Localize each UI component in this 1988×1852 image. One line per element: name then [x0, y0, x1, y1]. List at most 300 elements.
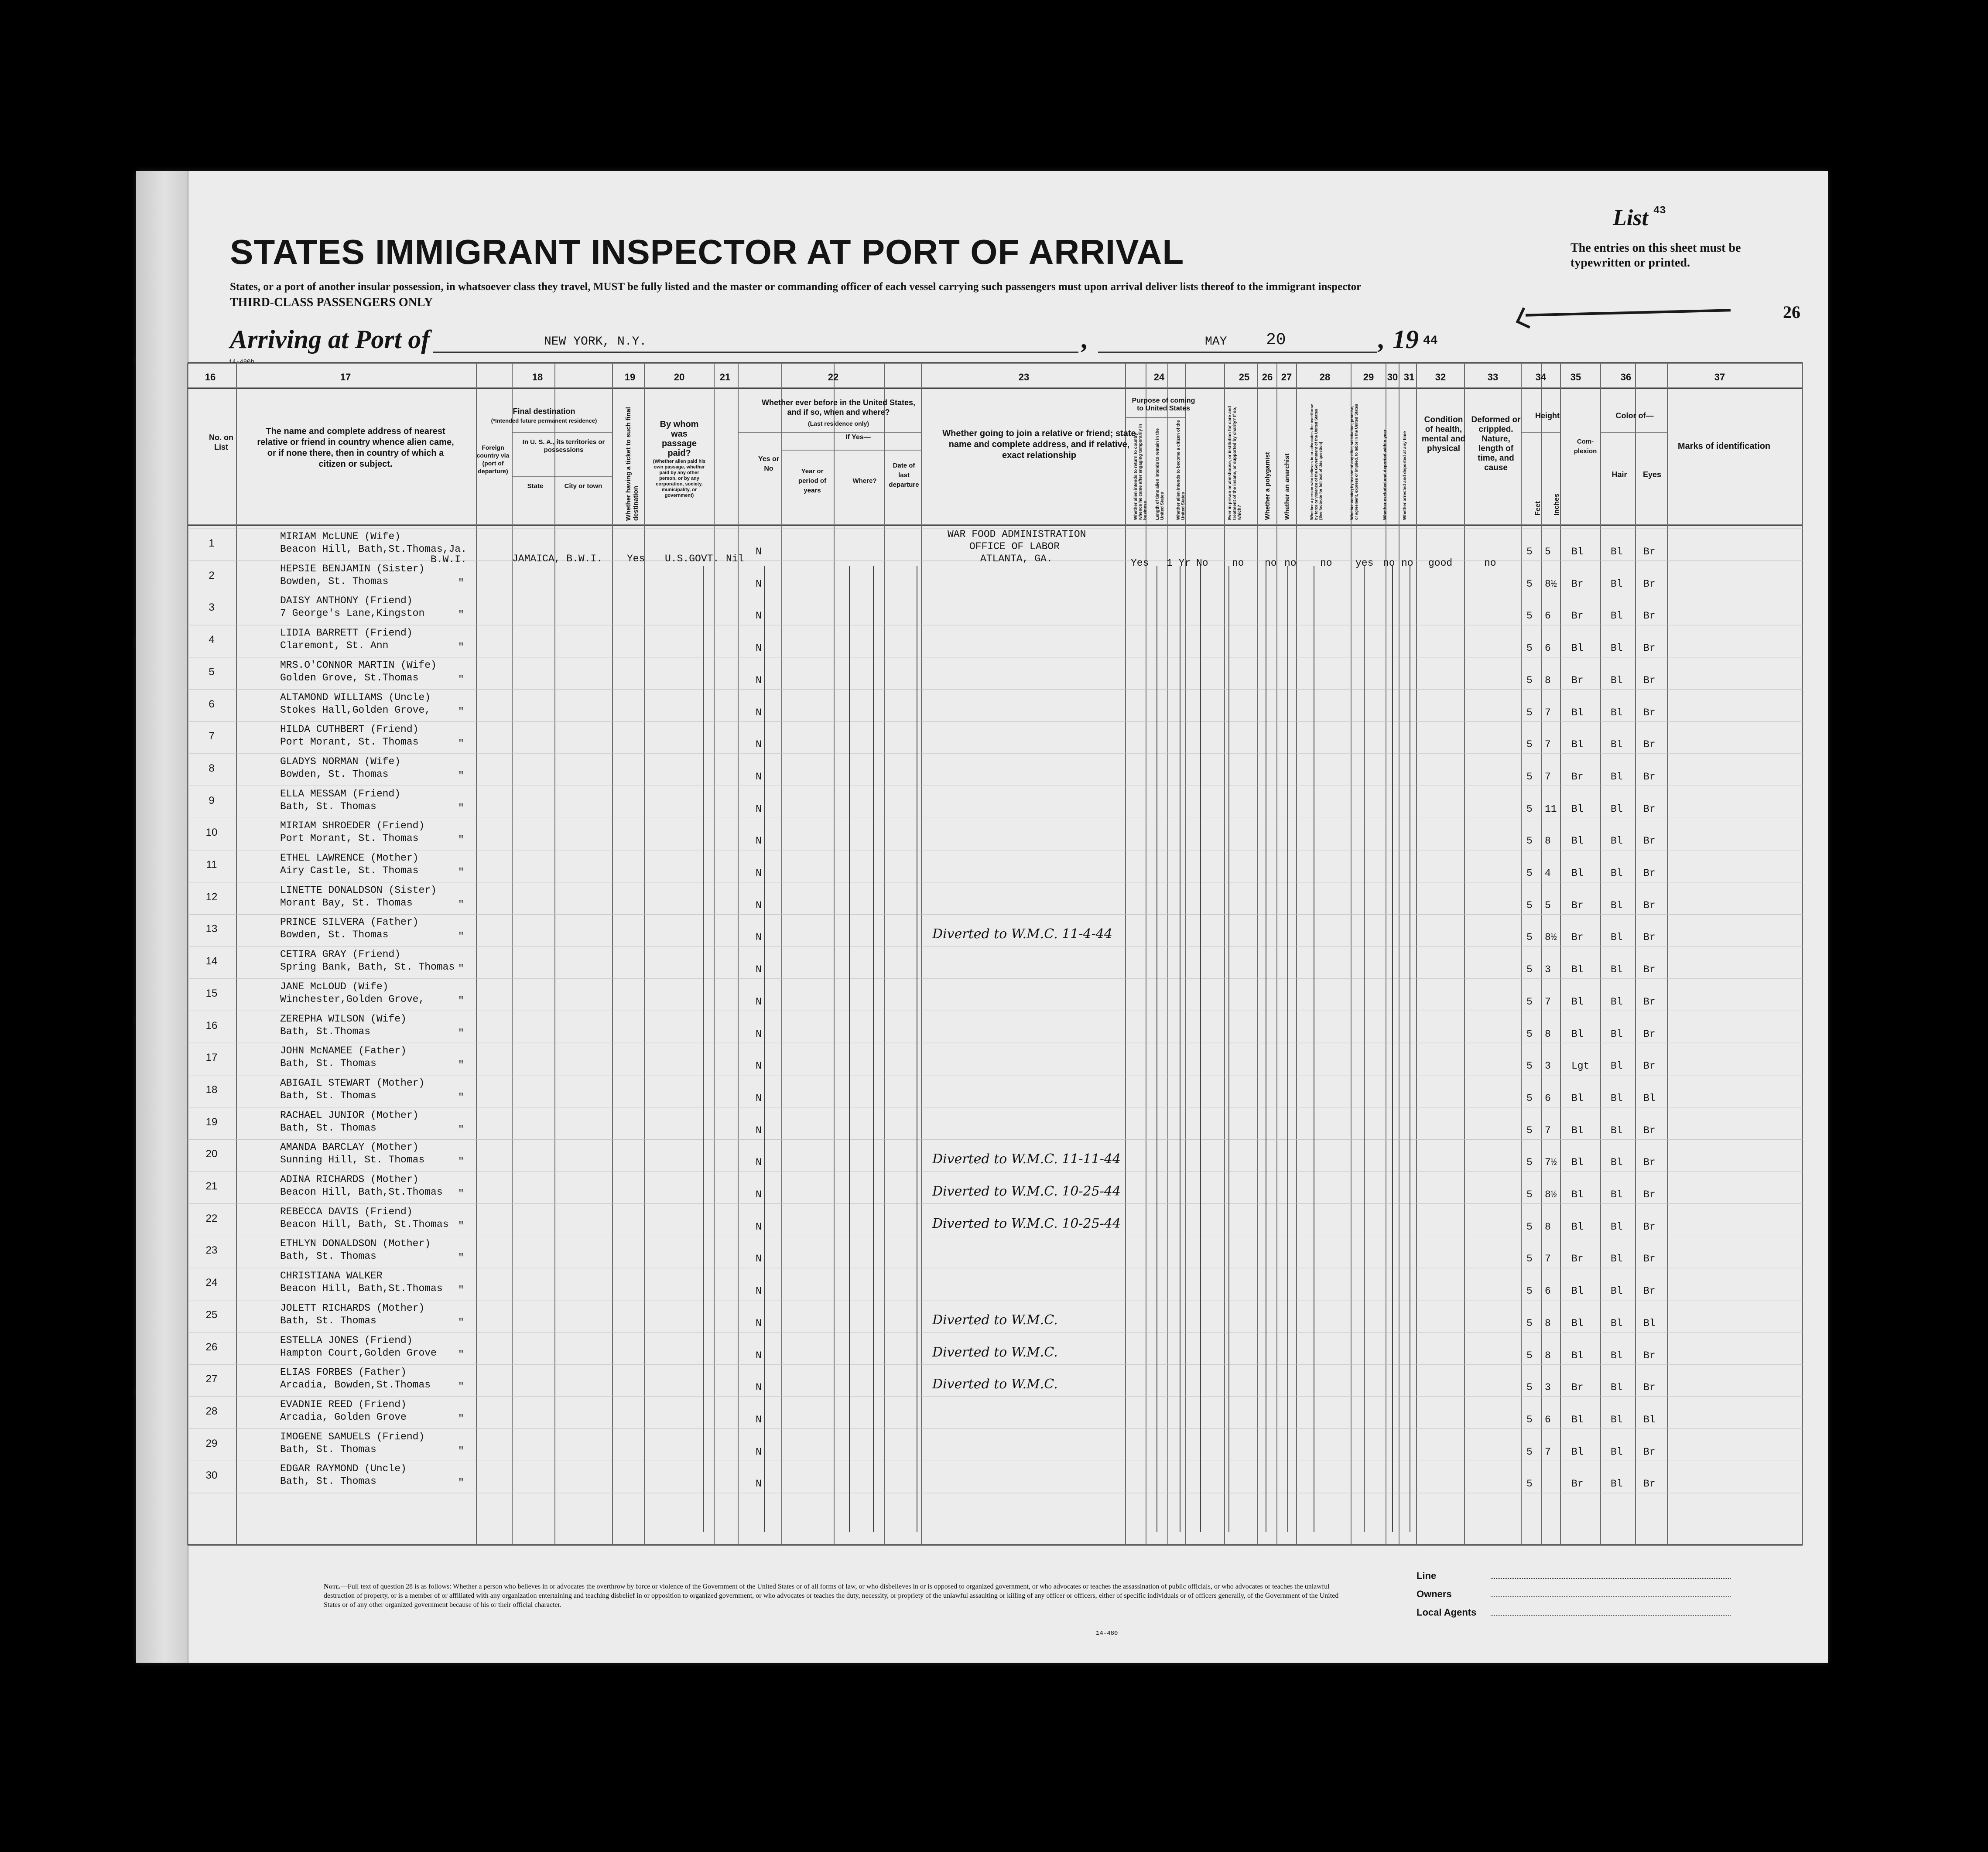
relative-address: Bath, St.Thomas [280, 1025, 371, 1037]
relative-address: Sunning Hill, St. Thomas [280, 1154, 425, 1166]
relative-name: EVADNIE REED (Friend) [280, 1398, 407, 1410]
height-inches: 3 [1545, 964, 1551, 976]
relative-name: MIRIAM McLUNE (Wife) [280, 531, 401, 542]
complexion-value: Bl [1571, 1317, 1584, 1329]
polygamist-value: no [1265, 557, 1277, 569]
relative-name: ELIAS FORBES (Father) [280, 1367, 407, 1378]
eye-color: Br [1643, 899, 1656, 911]
height-feet: 5 [1526, 996, 1533, 1008]
height-feet: 5 [1526, 803, 1533, 815]
instruction-line: States, or a port of another insular possession, in whatsoever class they travel, MUST be fully listed and the master or commanding officer of each vessel carrying such passengers must upon arrival deliver lists thereof to the immigrant inspector [230, 281, 1362, 293]
complexion-value: Bl [1571, 642, 1584, 654]
header-ever-before-sub: (Last residence only) [808, 420, 869, 427]
ever-before-value: N [756, 1478, 762, 1490]
height-inches: 7 [1545, 996, 1551, 1008]
ever-before-value: N [756, 1157, 762, 1169]
height-feet: 5 [1526, 1382, 1533, 1394]
relative-name: RACHAEL JUNIOR (Mother) [280, 1109, 419, 1121]
column-number: 19 [624, 372, 636, 383]
relative-name: REBECCA DAVIS (Friend) [280, 1206, 413, 1217]
eye-color: Br [1643, 674, 1656, 686]
row-number: 17 [205, 1052, 218, 1064]
q31-value: no [1401, 557, 1413, 569]
relative-name: ETHLYN DONALDSON (Mother) [280, 1238, 431, 1250]
hair-color: Bl [1611, 578, 1623, 590]
column-number: 16 [205, 372, 216, 383]
purpose-a-value: Yes [1131, 557, 1149, 569]
header-polygamist: Whether a polygamist [1264, 452, 1271, 520]
height-feet: 5 [1526, 868, 1533, 879]
ditto-mark: " [458, 706, 464, 718]
ever-before-value: N [756, 1189, 762, 1200]
day-value: 20 [1266, 331, 1286, 349]
ever-before-value: N [756, 707, 762, 718]
height-feet: 5 [1526, 932, 1533, 943]
header-relative: The name and complete address of nearest relative or friend in country whence alien came, or if none there, then in country of which a citizen or subject. [257, 427, 454, 469]
eye-color: Br [1643, 1060, 1656, 1072]
hair-color: Bl [1611, 674, 1623, 686]
ever-before-value: N [756, 932, 762, 943]
ditto-mark: " [458, 963, 464, 975]
height-inches: 6 [1545, 1092, 1551, 1104]
complexion-value: Bl [1571, 1092, 1584, 1104]
eye-color: Br [1643, 996, 1656, 1008]
eye-color: Br [1643, 739, 1656, 751]
relative-address: Beacon Hill, Bath,St.Thomas [280, 1186, 443, 1198]
complexion-value: Br [1571, 899, 1584, 911]
eye-color: Br [1643, 771, 1656, 782]
height-feet: 5 [1526, 1285, 1533, 1297]
header-hair: Hair [1612, 470, 1627, 479]
eye-color: Br [1643, 1350, 1656, 1361]
row-number: 16 [205, 1019, 218, 1032]
height-feet: 5 [1526, 899, 1533, 911]
complexion-value: Bl [1571, 996, 1584, 1008]
column-number: 17 [340, 372, 351, 383]
ever-before-value: N [756, 1285, 762, 1297]
complexion-value: Br [1571, 932, 1584, 943]
ditto-mark: " [458, 1477, 464, 1489]
height-inches: 8½ [1545, 578, 1557, 590]
diversion-note: Diverted to W.M.C. [932, 1344, 1058, 1360]
row-number: 24 [205, 1277, 218, 1289]
height-inches: 8 [1545, 1028, 1551, 1040]
form-code-bottom: 14-480 [1096, 1630, 1118, 1637]
header-date-departure: Date of last departure [889, 462, 919, 489]
relative-address: Bath, St. Thomas [280, 1315, 376, 1326]
header-final-destination: Final destination [513, 407, 575, 416]
row-number: 13 [205, 923, 218, 935]
hair-color: Bl [1611, 1285, 1623, 1297]
ditto-mark: " [458, 1124, 464, 1135]
height-inches: 7 [1545, 707, 1551, 718]
relative-address: Bowden, St. Thomas [280, 575, 389, 587]
hair-color: Bl [1611, 1092, 1623, 1104]
header-passage-paid-sub: (Whether alien paid his own passage, whether paid by any other person, or by any corporation, society, municipality, or government) [653, 459, 706, 498]
ever-before-value: N [756, 1060, 762, 1072]
ditto-mark: " [458, 1091, 464, 1103]
header-yes-or-no: Yes or No [758, 455, 780, 472]
height-inches: 6 [1545, 1285, 1551, 1297]
header-deformed: Deformed or crippled. Nature, length of time, and cause [1471, 415, 1521, 472]
relative-address: Beacon Hill, Bath,St.Thomas [280, 1283, 443, 1295]
owners-label: Owners [1417, 1589, 1452, 1599]
ditto-mark: " [458, 1027, 464, 1039]
health-value: good [1428, 557, 1453, 569]
relative-address: 7 George's Lane,Kingston [280, 608, 425, 619]
relative-address: Spring Bank, Bath, St. Thomas [280, 961, 455, 973]
eye-color: Br [1643, 835, 1656, 847]
row-number: 15 [205, 987, 218, 999]
header-state: State [527, 482, 544, 490]
height-inches: 8 [1545, 674, 1551, 686]
ever-before-value: N [756, 1221, 762, 1233]
ever-before-value: N [756, 835, 762, 847]
ever-before-value: N [756, 1124, 762, 1136]
ever-before-value: N [756, 1317, 762, 1329]
row-number: 23 [205, 1244, 218, 1257]
row-number: 22 [205, 1212, 218, 1224]
form-code: 14-480b [229, 359, 254, 366]
relative-name: LINETTE DONALDSON (Sister) [280, 884, 437, 896]
relative-name: DAISY ANTHONY (Friend) [280, 595, 413, 607]
sheet-number: 26 [1783, 302, 1800, 322]
relative-address: Bath, St. Thomas [280, 800, 376, 812]
dotted-line [1491, 1615, 1731, 1616]
header-complexion: Com-plexion [1574, 438, 1597, 455]
header-prison: Ever in prison or almshouse, or institution for care and treatment of the insane, or supported by charity? If so, which? [1228, 406, 1242, 520]
ditto-mark: " [458, 738, 464, 750]
page-title: STATES IMMIGRANT INSPECTOR AT PORT OF ARRIVAL [230, 232, 1184, 271]
header-passage-paid: By whom was passage paid? [660, 420, 699, 458]
relative-address: Bath, St. Thomas [280, 1443, 376, 1455]
hair-color: Bl [1611, 546, 1623, 557]
column-number: 27 [1281, 372, 1292, 383]
complexion-value: Bl [1571, 546, 1584, 557]
header-in-usa: In U. S. A., its territories or possessions [522, 438, 605, 454]
footnote-text: —Full text of question 28 is as follows: Whether a person who believes in or advocates the overthrow by force or violence of the Government of the United States or of all forms of law, or who disbelieves in or is opposed to organized government, or who advocates or teaches the assassination of public officials, or who advocates or teaches the unlawful destruction of property, or is a member of or affiliated with any organization entertaining and teaching disbelief in or opposition to organized government, or who advocates or teaches the duty, necessity, or propriety of the unlawful assaulting or killing of any officer or officers, either of specific individuals or of officers generally, of the Government of the United States or of any other organized government because of his or their official character. [324, 1583, 1339, 1609]
complexion-value: Bl [1571, 1124, 1584, 1136]
agents-field [1417, 1607, 1731, 1625]
header-anarchist: Whether an anarchist [1283, 453, 1291, 520]
complexion-value: Br [1571, 1478, 1584, 1490]
ditto-mark: " [458, 834, 464, 846]
column-number: 25 [1239, 372, 1250, 383]
hair-color: Bl [1611, 803, 1623, 815]
ever-before-value: N [756, 964, 762, 976]
height-inches: 8 [1545, 1317, 1551, 1329]
ditto-mark: " [458, 931, 464, 943]
relative-name: JANE McLOUD (Wife) [280, 981, 389, 992]
month-value: MAY [1205, 335, 1227, 349]
relative-address: Beacon Hill, Bath, St.Thomas [280, 1218, 449, 1230]
eye-color: Bl [1643, 1414, 1656, 1425]
ever-before-value: N [756, 1446, 762, 1458]
relative-address: Hampton Court,Golden Grove [280, 1347, 437, 1359]
column-number: 36 [1620, 372, 1632, 383]
complexion-value: Bl [1571, 739, 1584, 751]
relative-address: Port Morant, St. Thomas [280, 736, 419, 748]
row-number: 20 [205, 1148, 218, 1160]
height-feet: 5 [1526, 1124, 1533, 1136]
ditto-mark: " [458, 1413, 464, 1425]
eye-color: Br [1643, 1157, 1656, 1169]
complexion-value: Bl [1571, 964, 1584, 976]
header-no-on-list: No. on List [209, 433, 233, 451]
complexion-value: Br [1571, 771, 1584, 782]
relative-name: LIDIA BARRETT (Friend) [280, 627, 413, 639]
relative-name: GLADYS NORMAN (Wife) [280, 755, 401, 767]
eye-color: Br [1643, 1446, 1656, 1458]
eye-color: Br [1643, 1028, 1656, 1040]
height-feet: 5 [1526, 1253, 1533, 1265]
q28-value: no [1320, 557, 1332, 569]
row-number: 11 [206, 859, 217, 871]
row-number: 10 [205, 827, 218, 839]
relative-address: Arcadia, Bowden,St.Thomas [280, 1379, 431, 1391]
eye-color: Br [1643, 803, 1656, 815]
column-number: 37 [1714, 372, 1725, 383]
purpose-b-value: 1 Yr [1167, 557, 1191, 569]
height-feet: 5 [1526, 1350, 1533, 1361]
port-value: NEW YORK, N.Y. [544, 335, 647, 349]
eye-color: Br [1643, 1253, 1656, 1265]
eye-color: Br [1643, 1478, 1656, 1490]
header-health: Condition of health, mental and physical [1421, 415, 1466, 453]
height-inches: 4 [1545, 868, 1551, 879]
row-number: 6 [209, 698, 215, 710]
relative-name: ZEREPHA WILSON (Wife) [280, 1013, 407, 1025]
header-feet: Feet [1534, 501, 1542, 516]
hair-color: Bl [1611, 610, 1623, 622]
height-inches: 8 [1545, 1350, 1551, 1361]
height-inches: 11 [1545, 803, 1557, 815]
hair-color: Bl [1611, 932, 1623, 943]
relative-address: Morant Bay, St. Thomas [280, 897, 413, 909]
row-number: 3 [209, 601, 215, 614]
relative-address: Golden Grove, St.Thomas [280, 672, 419, 683]
agents-block [1417, 1570, 1731, 1625]
ditto-mark: " [458, 995, 464, 1007]
height-inches: 6 [1545, 1414, 1551, 1425]
list-number-value: 43 [1653, 205, 1666, 217]
height-feet: 5 [1526, 1446, 1533, 1458]
eye-color: Bl [1643, 1317, 1656, 1329]
height-feet: 5 [1526, 1414, 1533, 1425]
ever-before-value: N [756, 868, 762, 879]
height-inches: 8½ [1545, 932, 1557, 943]
height-feet: 5 [1526, 1478, 1533, 1490]
ditto-mark: " [458, 1188, 464, 1199]
foreign-country-value: JAMAICA, B.W.I. [512, 553, 603, 564]
line-label: Line [1417, 1570, 1437, 1581]
diversion-note: Diverted to W.M.C. 11-11-44 [932, 1152, 1121, 1167]
height-inches: 3 [1545, 1382, 1551, 1394]
height-inches: 6 [1545, 642, 1551, 654]
ever-before-value: N [756, 674, 762, 686]
ditto-mark: " [458, 770, 464, 782]
height-feet: 5 [1526, 1221, 1533, 1233]
ever-before-value: N [756, 1028, 762, 1040]
header-marks: Marks of identification [1677, 441, 1771, 451]
complexion-value: Bl [1571, 1350, 1584, 1361]
complexion-value: Br [1571, 610, 1584, 622]
owners-field [1417, 1589, 1731, 1607]
relative-name: AMANDA BARCLAY (Mother) [280, 1141, 419, 1153]
eye-color: Br [1643, 578, 1656, 590]
row-number: 8 [209, 762, 215, 774]
hair-color: Bl [1611, 1060, 1623, 1072]
possession-value: Nil [726, 553, 744, 564]
header-q28: Whether a person who believes in or advocates the overthrow by force or violence of the Government of the United States (See footnote for full text of this question) [1310, 404, 1323, 520]
hair-color: Bl [1611, 899, 1623, 911]
row-number: 12 [205, 891, 218, 903]
relative-address: Arcadia, Golden Grove [280, 1411, 407, 1423]
ditto-mark: " [458, 1156, 464, 1168]
q30-value: no [1383, 557, 1395, 569]
relative-address: Beacon Hill, Bath,St.Thomas,Ja. [280, 543, 467, 555]
height-feet: 5 [1526, 1092, 1533, 1104]
hair-color: Bl [1611, 1350, 1623, 1361]
relative-name: ETHEL LAWRENCE (Mother) [280, 852, 419, 864]
relative-address: Bath, St. Thomas [280, 1058, 376, 1070]
header-possession [717, 394, 735, 521]
header-q31: Whether arrested and deported at any time [1403, 431, 1407, 520]
arriving-label: Arriving at Port of [230, 325, 430, 354]
row-number: 5 [209, 666, 215, 678]
row-number: 7 [209, 730, 215, 742]
ever-before-value: N [756, 771, 762, 782]
relative-name: EDGAR RAYMOND (Uncle) [280, 1463, 407, 1475]
relative-name: JOHN McNAMEE (Father) [280, 1045, 407, 1057]
header-where: Where? [852, 477, 877, 485]
eye-color: Br [1643, 642, 1656, 654]
complexion-value: Bl [1571, 1446, 1584, 1458]
list-label: List [1613, 205, 1648, 230]
header-purpose-c: Whether alien intends to become a citizen of the United States [1176, 420, 1186, 520]
ever-before-value: N [756, 546, 762, 557]
relative-address: Winchester,Golden Grove, [280, 993, 425, 1005]
ditto-mark: " [458, 1252, 464, 1264]
relative-address: Bath, St. Thomas [280, 1251, 376, 1262]
ever-before-value: N [756, 899, 762, 911]
row-number: 26 [205, 1341, 218, 1353]
column-number: 22 [828, 372, 839, 383]
height-inches: 5 [1545, 899, 1551, 911]
row-number: 28 [205, 1405, 218, 1417]
height-feet: 5 [1526, 578, 1533, 590]
complexion-value: Bl [1571, 1285, 1584, 1297]
header-q29: Whether coming by reason of any offer, solicitation, promise, or agreement, express or implied, to labor in the United States [1350, 403, 1358, 520]
height-inches: 8½ [1545, 1189, 1557, 1200]
comma: , [1377, 325, 1384, 354]
relative-name: CETIRA GRAY (Friend) [280, 949, 401, 960]
hair-color: Bl [1611, 1253, 1623, 1265]
relative-name: IMOGENE SAMUELS (Friend) [280, 1431, 425, 1442]
complexion-value: Br [1571, 674, 1584, 686]
height-feet: 5 [1526, 707, 1533, 718]
ditto-mark: " [458, 1220, 464, 1232]
relative-name: ESTELLA JONES (Friend) [280, 1334, 413, 1346]
header-ticket: Whether having a ticket to such final destination [625, 407, 640, 521]
ditto-mark: " [458, 1316, 464, 1328]
relative-name: JOLETT RICHARDS (Mother) [280, 1302, 425, 1314]
hair-color: Bl [1611, 1382, 1623, 1394]
manifest-page [136, 171, 1828, 1663]
column-number: 21 [719, 372, 731, 383]
height-inches: 7 [1545, 1446, 1551, 1458]
hair-color: Bl [1611, 964, 1623, 976]
eye-color: Br [1643, 1124, 1656, 1136]
row-number: 4 [209, 634, 215, 646]
height-feet: 5 [1526, 674, 1533, 686]
q29-value: yes [1355, 557, 1374, 569]
ditto-mark: " [458, 1349, 464, 1360]
eye-color: Br [1643, 1382, 1656, 1394]
eye-color: Br [1643, 1221, 1656, 1233]
hair-color: Bl [1611, 1317, 1623, 1329]
header-eyes: Eyes [1642, 470, 1662, 479]
complexion-value: Bl [1571, 1414, 1584, 1425]
ditto-mark: " [458, 1445, 464, 1457]
diversion-note: Diverted to W.M.C. 11-4-44 [932, 926, 1112, 942]
class-line: THIRD-CLASS PASSENGERS ONLY [230, 296, 433, 309]
height-inches: 7 [1545, 739, 1551, 751]
height-feet: 5 [1526, 1157, 1533, 1169]
height-inches: 7 [1545, 1124, 1551, 1136]
relative-name: ELLA MESSAM (Friend) [280, 788, 401, 800]
height-inches: 5 [1545, 546, 1551, 557]
typewritten-instruction: The entries on this sheet must be typewritten or printed. [1571, 241, 1741, 270]
complexion-value: Bl [1571, 1157, 1584, 1169]
row-number: 19 [205, 1116, 218, 1128]
relative-name: ADINA RICHARDS (Mother) [280, 1174, 419, 1185]
height-feet: 5 [1526, 1060, 1533, 1072]
relative-name: HEPSIE BENJAMIN (Sister) [280, 563, 425, 574]
hair-color: Bl [1611, 739, 1623, 751]
eye-color: Br [1643, 707, 1656, 718]
height-feet: 5 [1526, 964, 1533, 976]
hair-color: Bl [1611, 835, 1623, 847]
relative-address: Airy Castle, St. Thomas [280, 865, 419, 876]
ticket-value: Yes [627, 553, 645, 564]
height-inches: 7 [1545, 771, 1551, 782]
header-joining-relative: Whether going to join a relative or friend; state name and complete address, and if relative, exact relationship [942, 429, 1136, 460]
dotted-line [1491, 1596, 1731, 1597]
ever-before-value: N [756, 610, 762, 622]
eye-color: Br [1643, 610, 1656, 622]
hair-color: Bl [1611, 868, 1623, 879]
prison-value: no [1232, 557, 1244, 569]
relative-name: ALTAMOND WILLIAMS (Uncle) [280, 691, 431, 703]
hair-color: Bl [1611, 996, 1623, 1008]
footnote-label: Note. [324, 1583, 341, 1590]
height-feet: 5 [1526, 739, 1533, 751]
relative-name: CHRISTIANA WALKER [280, 1270, 383, 1282]
purpose-c-value: No [1196, 557, 1208, 569]
ever-before-value: N [756, 578, 762, 590]
line-field [1417, 1570, 1731, 1589]
complexion-value: Bl [1571, 835, 1584, 847]
hair-color: Bl [1611, 1157, 1623, 1169]
hair-color: Bl [1611, 707, 1623, 718]
hair-color: Bl [1611, 642, 1623, 654]
row-number: 18 [205, 1083, 218, 1096]
ditto-mark: " [458, 802, 464, 814]
complexion-value: Br [1571, 578, 1584, 590]
header-year-period: Year or period of years [798, 468, 827, 494]
complexion-value: Bl [1571, 707, 1584, 718]
